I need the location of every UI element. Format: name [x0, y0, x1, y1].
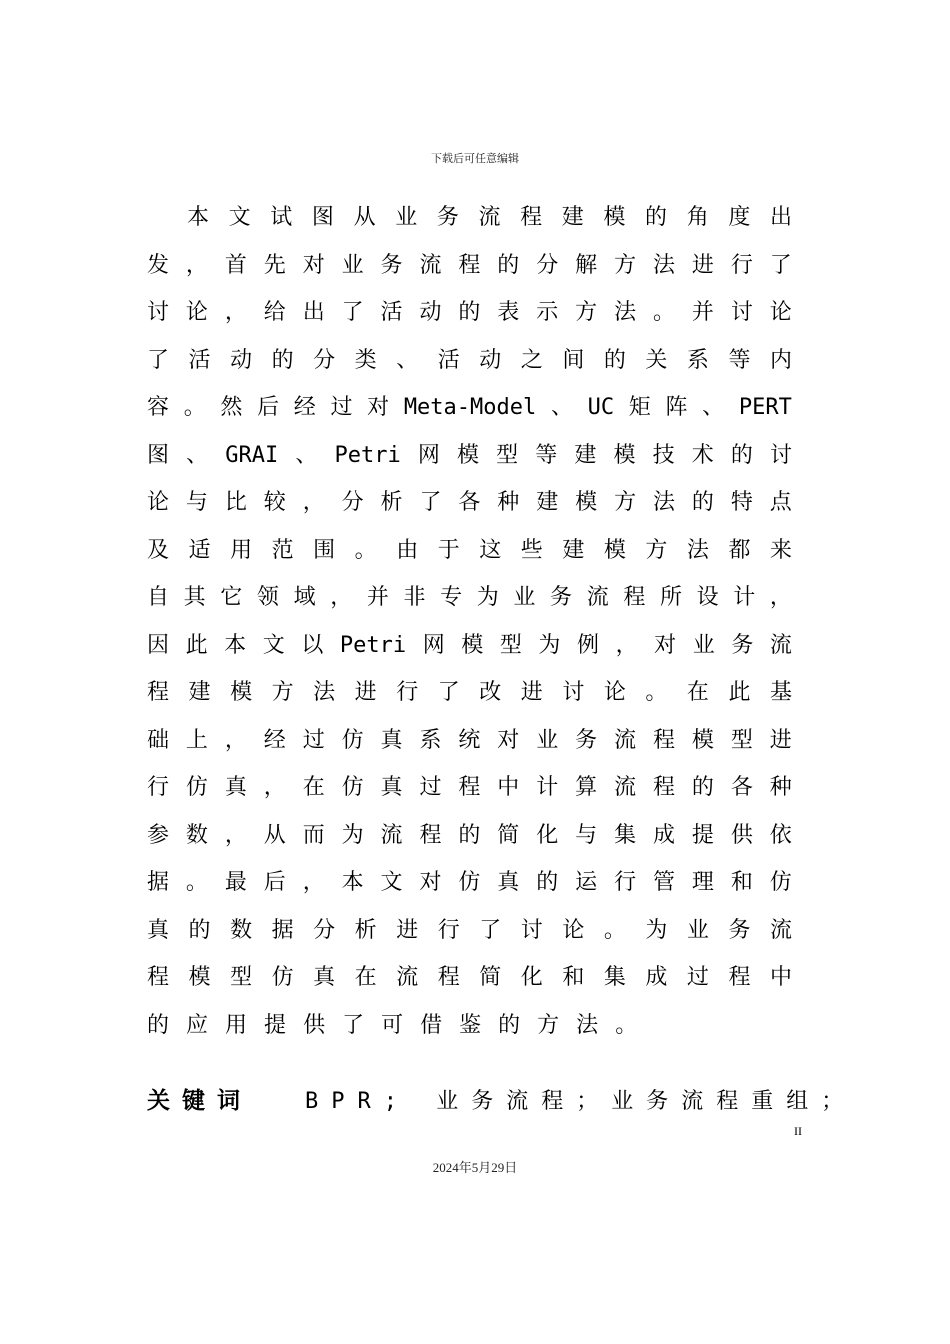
- abstract-line: 因 此 本 文 以 Petri 网 模 型 为 例 ， 对 业 务 流: [147, 632, 792, 658]
- footer-date: 2024年5月29日: [432, 1160, 518, 1175]
- page-number: II: [794, 1124, 802, 1138]
- abstract-line: 行 仿 真 ， 在 仿 真 过 程 中 计 算 流 程 的 各 种: [147, 775, 792, 800]
- abstract-line: 本 文 试 图 从 业 务 流 程 建 模 的 角 度 出: [187, 205, 792, 230]
- abstract-body: [147, 194, 792, 1049]
- abstract-line: 础 上 ， 经 过 仿 真 系 统 对 业 务 流 程 模 型 进: [147, 727, 792, 753]
- abstract-line: 发 ， 首 先 对 业 务 流 程 的 分 解 方 法 进 行 了: [147, 252, 792, 278]
- keywords-text: BPR; 业务流程；业务流程重组；: [305, 1089, 857, 1114]
- page-header: 下载后可任意编辑: [431, 152, 519, 165]
- abstract-line: 及 适 用 范 围 。 由 于 这 些 建 模 方 法 都 来: [147, 537, 792, 563]
- abstract-line: 自 其 它 领 域 ， 并 非 专 为 业 务 流 程 所 设 计 ，: [147, 585, 792, 610]
- abstract-line: 论 与 比 较 ， 分 析 了 各 种 建 模 方 法 的 特 点: [147, 490, 792, 515]
- keywords-line: [147, 1081, 857, 1121]
- abstract-line: 讨 论 ， 给 出 了 活 动 的 表 示 方 法 。 并 讨 论: [147, 300, 792, 325]
- abstract-line: 图 、 GRAI 、 Petri 网 模 型 等 建 模 技 术 的 讨: [147, 442, 792, 468]
- keywords-label: 关键词: [147, 1088, 252, 1114]
- abstract-line: 真 的 数 据 分 析 进 行 了 讨 论 。 为 业 务 流: [147, 917, 792, 943]
- abstract-line: 据 。 最 后 ， 本 文 对 仿 真 的 运 行 管 理 和 仿: [147, 870, 792, 895]
- abstract-line: 程 建 模 方 法 进 行 了 改 进 讨 论 。 在 此 基: [147, 680, 792, 705]
- abstract-line: 程 模 型 仿 真 在 流 程 简 化 和 集 成 过 程 中: [147, 965, 792, 990]
- abstract-line: 了 活 动 的 分 类 、 活 动 之 间 的 关 系 等 内: [147, 347, 792, 373]
- abstract-line: 参 数 ， 从 而 为 流 程 的 简 化 与 集 成 提 供 依: [147, 822, 792, 848]
- abstract-line: 容 。 然 后 经 过 对 Meta-Model 、 UC 矩 阵 、 PERT: [147, 395, 792, 420]
- abstract-line: 的 应 用 提 供 了 可 借 鉴 的 方 法 。: [147, 1012, 638, 1038]
